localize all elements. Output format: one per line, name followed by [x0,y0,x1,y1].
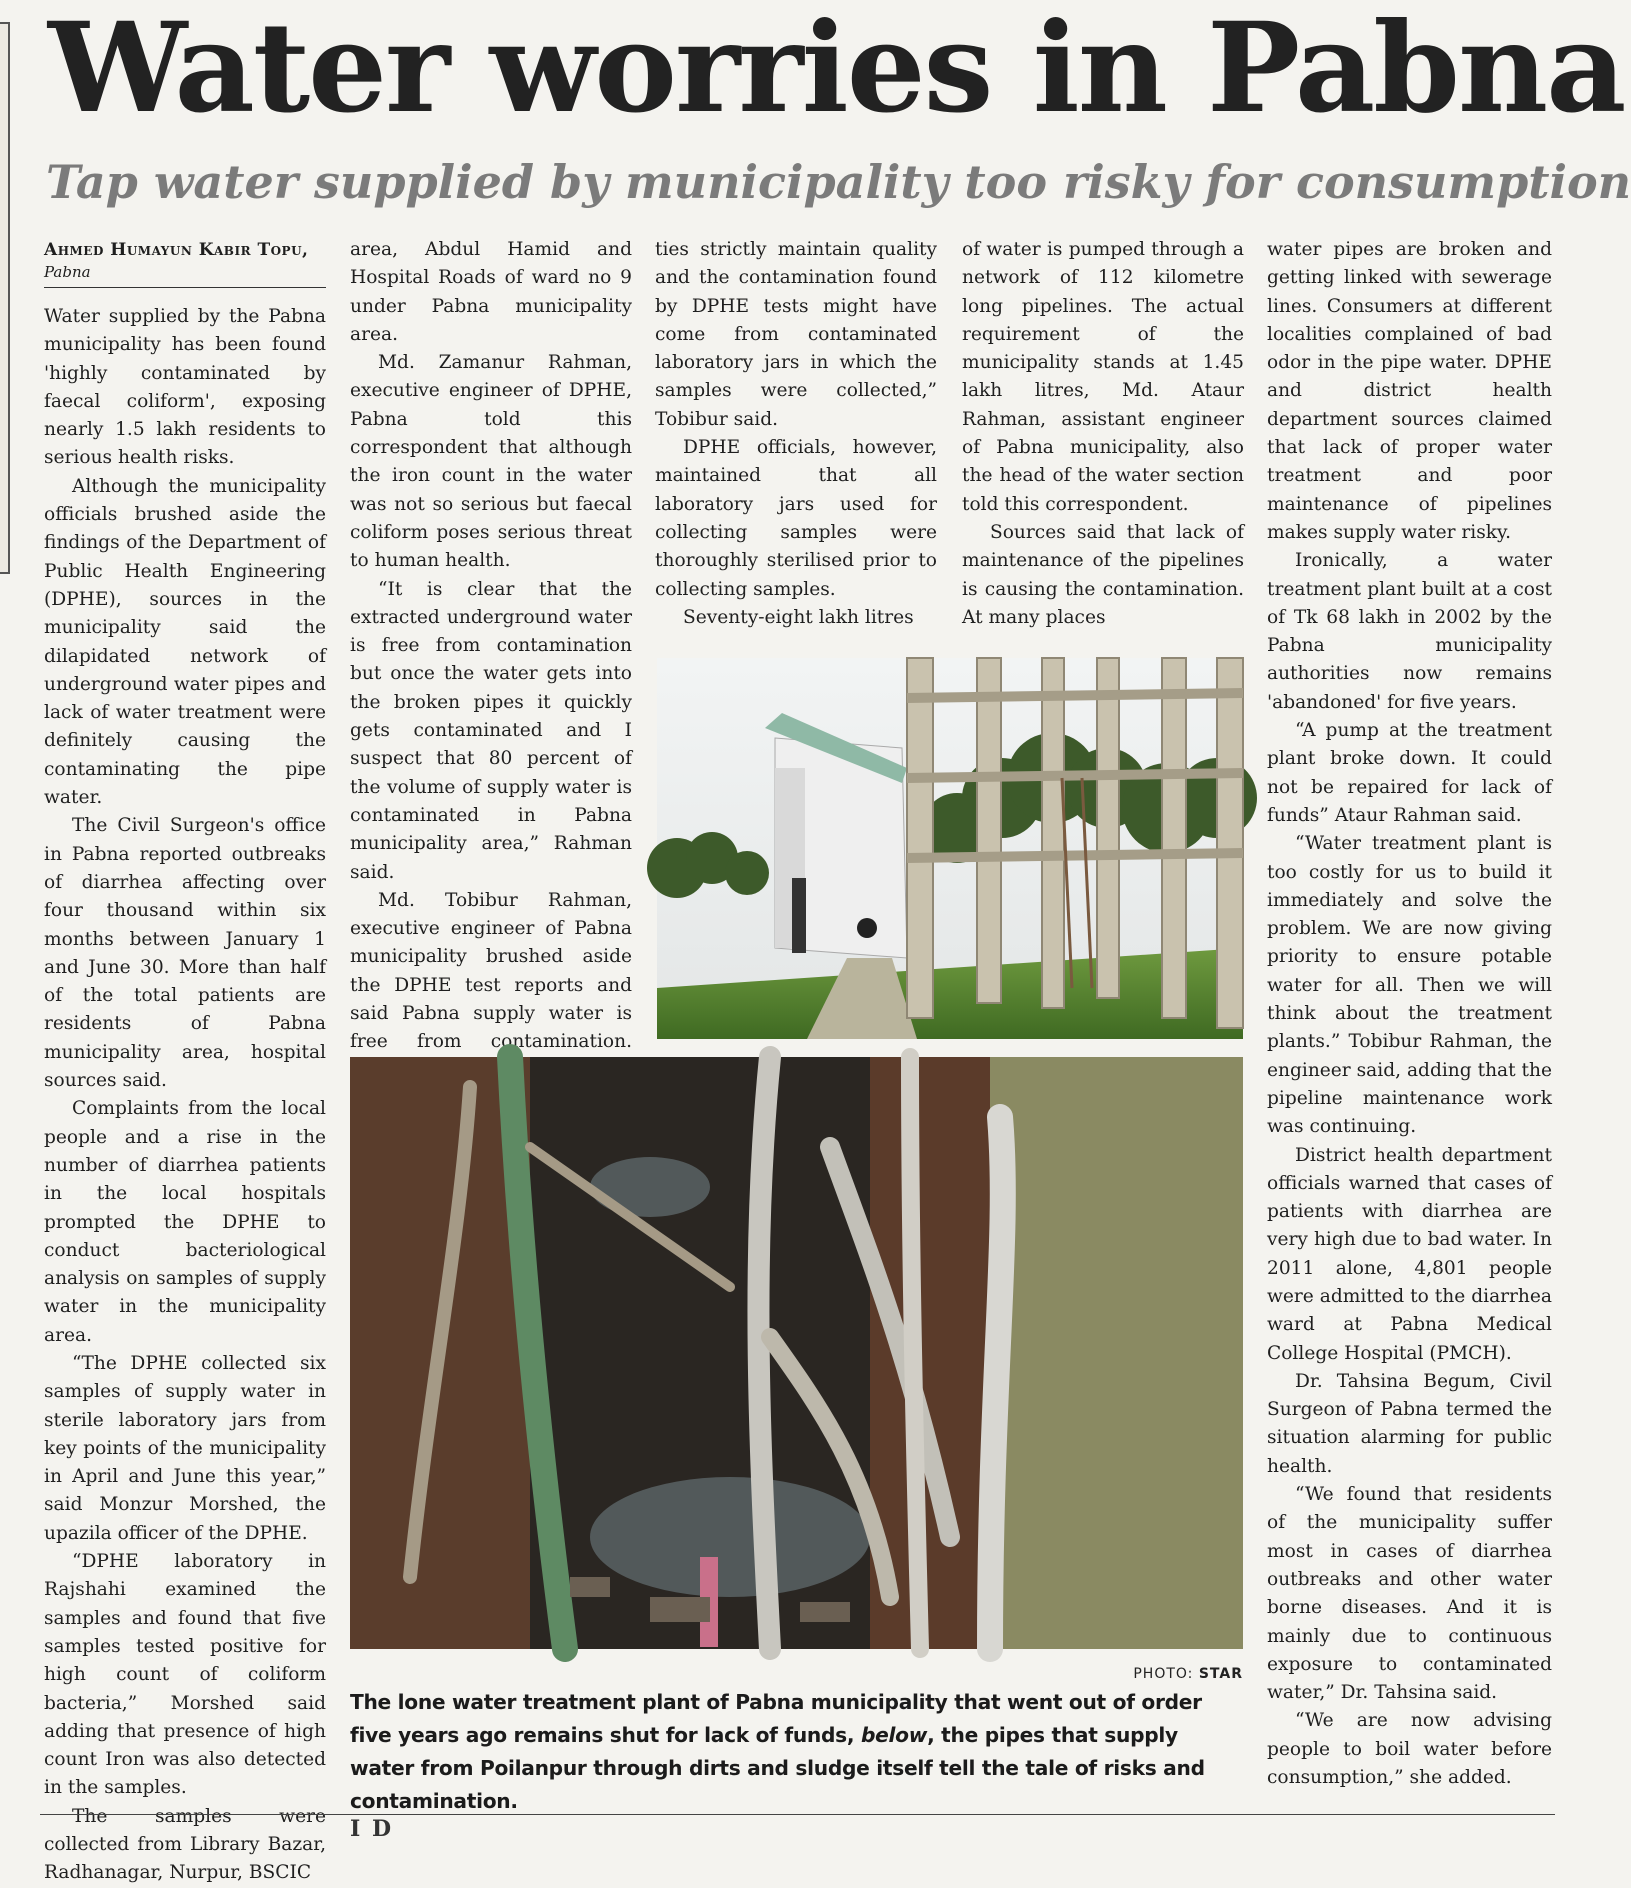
paragraph: “Water treatment plant is too costly for us to build it immediately and solve the problem. We are now giving priority to ensure potable water for all. Then we will think about the treatment plants.” Tobibur Rahman, the engineer said, adding that the pipeline maintenance work was continuing. [1267,833,1552,1138]
bottom-rule [40,1814,1555,1815]
byline [44,238,326,288]
photo-caption [350,1686,1245,1818]
subheadline: Tap water supplied by municipality too risky for consumption [46,155,1631,209]
paragraph: The Civil Surgeon's office in Pabna reported outbreaks of diarrhea affecting over four thousand within six months between January 1 and June 30. More than half of the total patients are residents of Pabna municipality area, hospital sources said. [44,815,326,1092]
paragraph: Sources said that lack of maintenance of the pipelines is causing the contamination. At many places [962,521,1244,628]
paragraph: Dr. Tahsina Begum, Civil Surgeon of Pabna termed the situation alarming for public health. [1267,1370,1552,1477]
article-column-2 [350,236,632,1053]
caption-emphasis: below [860,1723,928,1747]
article-column-1 [44,303,326,1884]
left-margin-rule [0,22,10,574]
photo-credit-label: PHOTO: [1133,1666,1194,1682]
paragraph: of water is pumped through a network of 112 kilometre long pipelines. The actual requirement of the municipality stands at 1.45 lakh litres, Md. Ataur Rahman, assistant engineer of Pabna municipality, also the head of the water section told this correspondent. [962,239,1244,515]
paragraph: water pipes are broken and getting linked with sewerage lines. Consumers at different localities complained of bad odor in the pipe water. DPHE and district health department sources claimed that lack of proper water treatment and poor maintenance of pipelines makes supply water risky. [1267,239,1552,543]
article-column-3 [655,236,937,646]
paragraph: “We are now advising people to boil water before consumption,” she added. [1267,1710,1552,1789]
paragraph: area, Abdul Hamid and Hospital Roads of ward no 9 under Pabna municipality area. [350,239,632,345]
photo-credit-source: STAR [1198,1666,1243,1682]
paragraph: The samples were collected from Library Bazar, Radhanagar, Nurpur, BSCIC [44,1805,326,1884]
paragraph: “The DPHE collected six samples of supply water in sterile laboratory jars from key points of the municipality in April and June this year,” said Monzur Morshed, the upazila officer of the DPHE. [44,1352,326,1544]
paragraph: Although the municipality officials brushed aside the findings of the Department of Public Health Engineering (DPHE), sources in the municipality said the dilapidated network of underground water pipes and lack of water treatment were definitely causing the contaminating the pipe water. [44,475,326,809]
caption-part-1: The lone water treatment plant of Pabna municipality that went out of order five years ago remains shut for lack of funds, [350,1690,1202,1747]
paragraph: District health department officials warned that cases of patients with diarrhea are very high due to bad water. In 2011 alone, 4,801 people were admitted to the diarrhea ward at Pabna Medical College Hospital (PMCH). [1267,1144,1552,1364]
pipes-sludge-photo [350,1057,1243,1649]
paragraph: Complaints from the local people and a rise in the number of diarrhea patients in the local hospitals prompted the DPHE to conduct bacteriological analysis on samples of supply water in the municipality area. [44,1098,326,1346]
byline-author: Ahmed Humayun Kabir Topu, [44,240,309,260]
article-column-4 [962,236,1244,646]
paragraph: “A pump at the treatment plant broke down. It could not be repaired for lack of funds” Ataur Rahman said. [1267,720,1552,826]
paragraph: ties strictly maintain quality and the contamination found by DPHE tests might have come from contaminated laboratory jars in which the samples were collected,” Tobibur said. [655,239,937,430]
paragraph: “We found that residents of the municipality suffer most in cases of diarrhea outbreaks and other water borne diseases. And it is mainly due to continuous exposure to contaminated water,” Dr. Tahsina said. [1267,1484,1552,1704]
treatment-plant-photo [657,658,1243,1039]
byline-place: Pabna [44,263,91,281]
headline: Water worries in Pabna [48,0,1625,141]
paragraph: DPHE officials, however, maintained that all laboratory jars used for collecting samples were thoroughly sterilised prior to collecting samples. [655,437,937,600]
paragraph: “DPHE laboratory in Rajshahi examined the samples and found that five samples tested positive for high count of coliform bacteria,” Morshed said adding that presence of high count Iron was also detected in the samples. [44,1551,326,1799]
paragraph: Ironically, a water treatment plant built at a cost of Tk 68 lakh in 2002 by the Pabna municipality authorities now remains 'abandoned' for five years. [1267,550,1552,713]
article-column-5 [1267,236,1552,1806]
next-story-heading: I D [350,1816,394,1842]
paragraph: “It is clear that the extracted underground water is free from contamination but once the water gets into the broken pipes it quickly gets contaminated and I suspect that 80 percent of the volume of supply water is contaminated in Pabna municipality area,” Rahman said. [350,578,632,883]
caption-part-2: , the pipes that supply water from Poilanpur through dirts and sludge itself tell the tale of risks and contamination. [350,1723,1205,1813]
paragraph: Water supplied by the Pabna municipality has been found 'highly contaminated by faecal coliform', exposing nearly 1.5 lakh residents to serious health risks. [44,306,326,469]
photo-credit [1060,1666,1243,1682]
paragraph: Md. Tobibur Rahman, executive engineer of Pabna municipality brushed aside the DPHE test reports and said Pabna supply water is free from contamination. [350,889,632,1053]
paragraph: Seventy-eight lakh litres [683,606,914,628]
paragraph: Md. Zamanur Rahman, executive engineer of DPHE, Pabna told this correspondent that although the iron count in the water was not so serious but faecal coliform poses serious threat to human health. [350,352,632,572]
